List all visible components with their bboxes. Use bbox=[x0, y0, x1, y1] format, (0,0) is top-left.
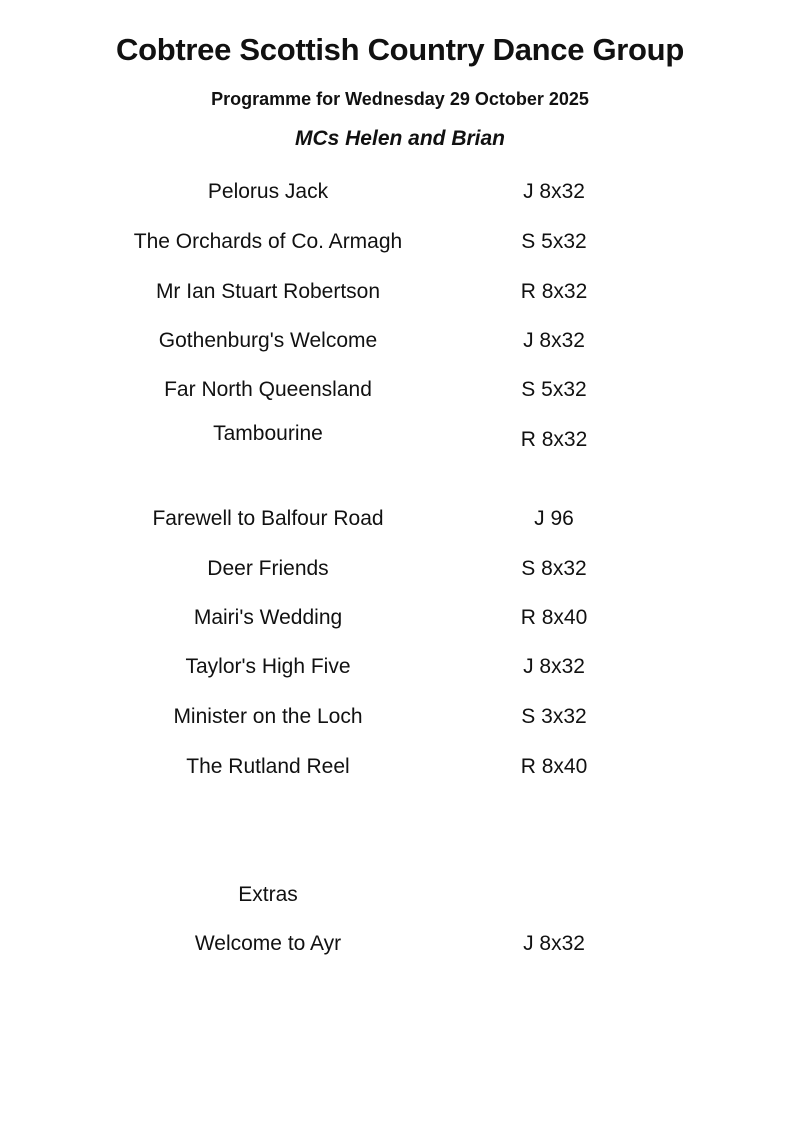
dance-name: Welcome to Ayr bbox=[194, 932, 342, 955]
extras-heading: Extras bbox=[238, 883, 298, 906]
dance-type: J 8x32 bbox=[523, 655, 585, 678]
dance-type: S 5x32 bbox=[521, 378, 587, 401]
dance-type: R 8x32 bbox=[520, 280, 588, 303]
dance-name: Gothenburg's Welcome bbox=[158, 329, 378, 352]
dance-type: J 8x32 bbox=[523, 932, 585, 955]
dance-type: S 5x32 bbox=[521, 230, 587, 253]
dance-name: Mr Ian Stuart Robertson bbox=[155, 280, 381, 303]
dance-type: S 8x32 bbox=[521, 557, 587, 580]
dance-name: The Rutland Reel bbox=[186, 755, 350, 778]
programme-subtitle: Programme for Wednesday 29 October 2025 bbox=[211, 89, 589, 109]
dance-type: R 8x40 bbox=[520, 606, 588, 629]
dance-name: Tambourine bbox=[213, 422, 323, 445]
dance-name: Minister on the Loch bbox=[173, 705, 363, 728]
dance-name: The Orchards of Co. Armagh bbox=[133, 230, 403, 253]
mcs-line: MCs Helen and Brian bbox=[294, 127, 506, 150]
dance-type: R 8x40 bbox=[520, 755, 588, 778]
dance-type: J 8x32 bbox=[523, 329, 585, 352]
dance-type: R 8x32 bbox=[520, 428, 588, 451]
dance-name: Mairi's Wedding bbox=[193, 606, 343, 629]
dance-name: Pelorus Jack bbox=[207, 180, 329, 203]
dance-name: Farewell to Balfour Road bbox=[152, 507, 384, 530]
dance-name: Deer Friends bbox=[207, 557, 329, 580]
dance-type: S 3x32 bbox=[521, 705, 587, 728]
dance-name: Taylor's High Five bbox=[185, 655, 351, 678]
dance-name: Far North Queensland bbox=[164, 378, 372, 401]
dance-type: J 96 bbox=[534, 507, 574, 530]
dance-type: J 8x32 bbox=[523, 180, 585, 203]
programme-title: Cobtree Scottish Country Dance Group bbox=[116, 32, 684, 67]
